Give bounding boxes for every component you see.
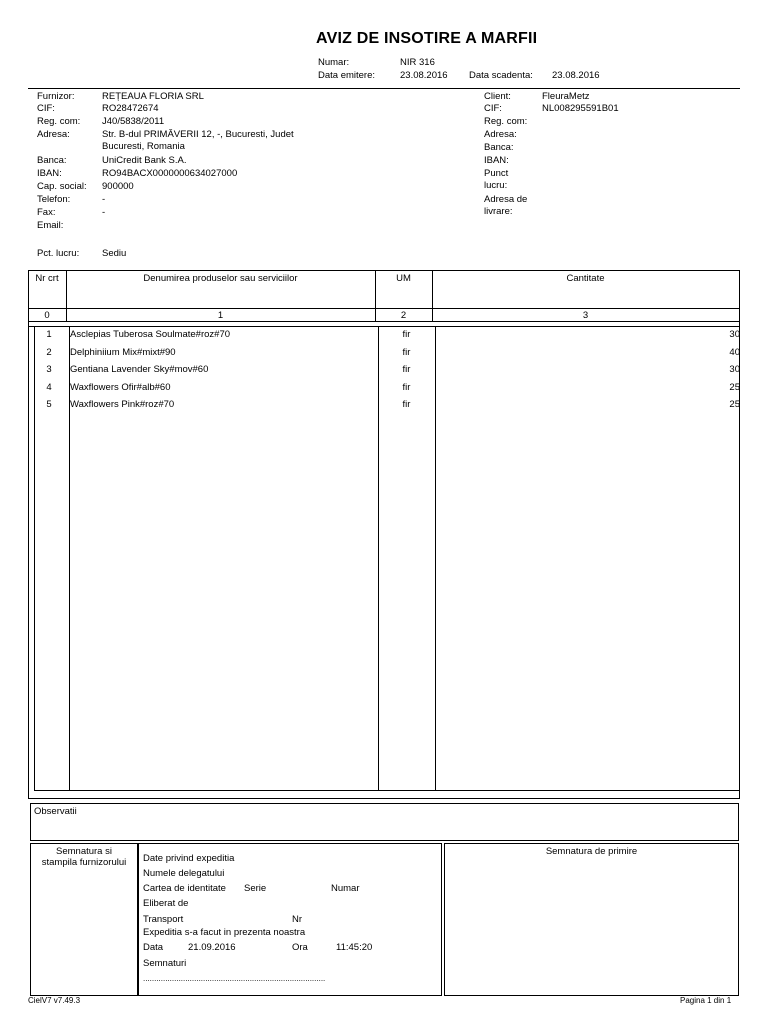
supplier-cif-label: CIF:	[37, 103, 55, 114]
supplier-capsocial: 900000	[102, 181, 134, 192]
row-denumire: Asclepias Tuberosa Soulmate#roz#70	[70, 329, 231, 340]
presence-statement: Expeditia s-a facut in prezenta noastra	[143, 927, 306, 938]
supplier-adresa-line1: Str. B-dul PRIMĂVERII 12, -, Bucuresti, Judet	[102, 129, 294, 140]
transport-nr-label: Nr	[292, 914, 303, 925]
supplier-fax: -	[102, 207, 106, 218]
expedition-date-label: Data	[143, 942, 164, 953]
row-denumire: Waxflowers Pink#roz#70	[70, 399, 175, 410]
supplier-signature-label-1: Semnatura si	[56, 846, 112, 857]
row-cantitate: 25	[729, 399, 740, 410]
body-sep-um	[435, 326, 436, 790]
table-body-top	[28, 326, 740, 327]
id-number-label: Numar	[331, 883, 360, 894]
table-top-border	[28, 270, 740, 271]
body-sep-nr	[69, 326, 70, 790]
issued-by-label: Eliberat de	[143, 898, 189, 909]
supplier-adresa-label: Adresa:	[37, 129, 70, 140]
expedition-time-value: 11:45:20	[336, 942, 373, 953]
data-scadenta-value: 23.08.2016	[552, 70, 600, 81]
supplier-name: REȚEAUA FLORIA SRL	[102, 91, 204, 102]
supplier-adresa-line2: Bucuresti, Romania	[102, 141, 185, 152]
expedition-time-label: Ora	[292, 942, 308, 953]
row-cantitate: 40	[729, 347, 740, 358]
client-name: FleuraMetz	[542, 91, 590, 102]
table-index-top	[28, 308, 740, 309]
col-header-denumire: Denumirea produselor sau serviciilor	[143, 273, 298, 284]
supplier-cif: RO28472674	[102, 103, 159, 114]
row-cantitate: 25	[729, 382, 740, 393]
supplier-iban: RO94BACX0000000634027000	[102, 168, 238, 179]
col-header-cantitate: Cantitate	[566, 273, 605, 284]
col-header-um: UM	[396, 273, 411, 284]
row-cantitate: 30	[729, 329, 740, 340]
supplier-banca-label: Banca:	[37, 155, 67, 166]
row-nr: 5	[46, 399, 52, 410]
body-inner-bottom	[34, 790, 739, 791]
client-livrare-label-2: livrare:	[484, 206, 513, 217]
body-sep-den	[378, 326, 379, 790]
signature-dotted-line: ..................................................................................	[143, 974, 326, 983]
client-banca-label: Banca:	[484, 142, 514, 153]
supplier-telefon-label: Telefon:	[37, 194, 71, 205]
supplier-pctlucru: Sediu	[102, 248, 127, 259]
expedition-box	[138, 843, 442, 996]
signatures-label: Semnaturi	[143, 958, 187, 969]
row-nr: 3	[46, 364, 52, 375]
data-emitere-value: 23.08.2016	[400, 70, 448, 81]
supplier-telefon: -	[102, 194, 106, 205]
col-index-cantitate: 3	[582, 310, 589, 321]
col-header-nr: Nr crt	[35, 273, 59, 284]
row-cantitate: 30	[729, 364, 740, 375]
row-um: fir	[402, 382, 411, 393]
data-emitere-label: Data emitere:	[318, 70, 376, 81]
row-denumire: Waxflowers Ofir#alb#60	[70, 382, 171, 393]
client-label: Client:	[484, 91, 511, 102]
supplier-banca: UniCredit Bank S.A.	[102, 155, 187, 166]
expedition-title: Date privind expeditia	[143, 853, 235, 864]
row-nr: 4	[46, 382, 52, 393]
supplier-fax-label: Fax:	[37, 207, 56, 218]
table-index-bottom	[28, 321, 740, 322]
row-denumire: Delphiniium Mix#mixt#90	[70, 347, 176, 358]
client-punct-label-2: lucru:	[484, 180, 508, 191]
receipt-signature-label: Semnatura de primire	[545, 846, 638, 857]
row-um: fir	[402, 399, 411, 410]
transport-label: Transport	[143, 914, 184, 925]
row-nr: 1	[46, 329, 52, 340]
header-divider	[28, 88, 740, 89]
observatii-box	[30, 803, 739, 841]
client-regcom-label: Reg. com:	[484, 116, 528, 127]
data-scadenta-label: Data scadenta:	[469, 70, 533, 81]
client-punct-label-1: Punct	[484, 168, 509, 179]
id-series-label: Serie	[244, 883, 267, 894]
client-livrare-label-1: Adresa de	[484, 194, 528, 205]
client-adresa-label: Adresa:	[484, 129, 517, 140]
supplier-regcom: J40/5838/2011	[102, 116, 165, 127]
supplier-signature-label-2: stampila furnizorului	[41, 857, 127, 868]
supplier-signature-box	[30, 843, 138, 996]
software-version: CielV7 v7.49.3	[28, 996, 81, 1005]
client-iban-label: IBAN:	[484, 155, 509, 166]
row-um: fir	[402, 347, 411, 358]
body-inner-left	[34, 326, 35, 790]
client-cif: NL008295591B01	[542, 103, 619, 114]
table-bottom-border	[28, 798, 740, 799]
row-denumire: Gentiana Lavender Sky#mov#60	[70, 364, 209, 375]
receipt-signature-box	[444, 843, 739, 996]
col-index-um: 2	[400, 310, 407, 321]
row-nr: 2	[46, 347, 52, 358]
page-number: Pagina 1 din 1	[680, 996, 732, 1005]
table-left-border	[28, 270, 29, 798]
supplier-capsocial-label: Cap. social:	[37, 181, 87, 192]
supplier-email-label: Email:	[37, 220, 64, 231]
supplier-regcom-label: Reg. com:	[37, 116, 81, 127]
row-um: fir	[402, 329, 411, 340]
supplier-label: Furnizor:	[37, 91, 75, 102]
document-title: AVIZ DE INSOTIRE A MARFII	[316, 30, 538, 47]
delegate-name-label: Numele delegatului	[143, 868, 225, 879]
row-um: fir	[402, 364, 411, 375]
col-index-denumire: 1	[217, 310, 224, 321]
col-index-nr: 0	[44, 310, 50, 321]
numar-label: Numar:	[318, 57, 350, 68]
supplier-pctlucru-label: Pct. lucru:	[37, 248, 80, 259]
id-card-label: Cartea de identitate	[143, 883, 226, 894]
client-cif-label: CIF:	[484, 103, 502, 114]
expedition-date-value: 21.09.2016	[188, 942, 236, 953]
numar-value: NIR 316	[400, 57, 435, 68]
supplier-iban-label: IBAN:	[37, 168, 62, 179]
observatii-label: Observatii	[34, 806, 77, 817]
